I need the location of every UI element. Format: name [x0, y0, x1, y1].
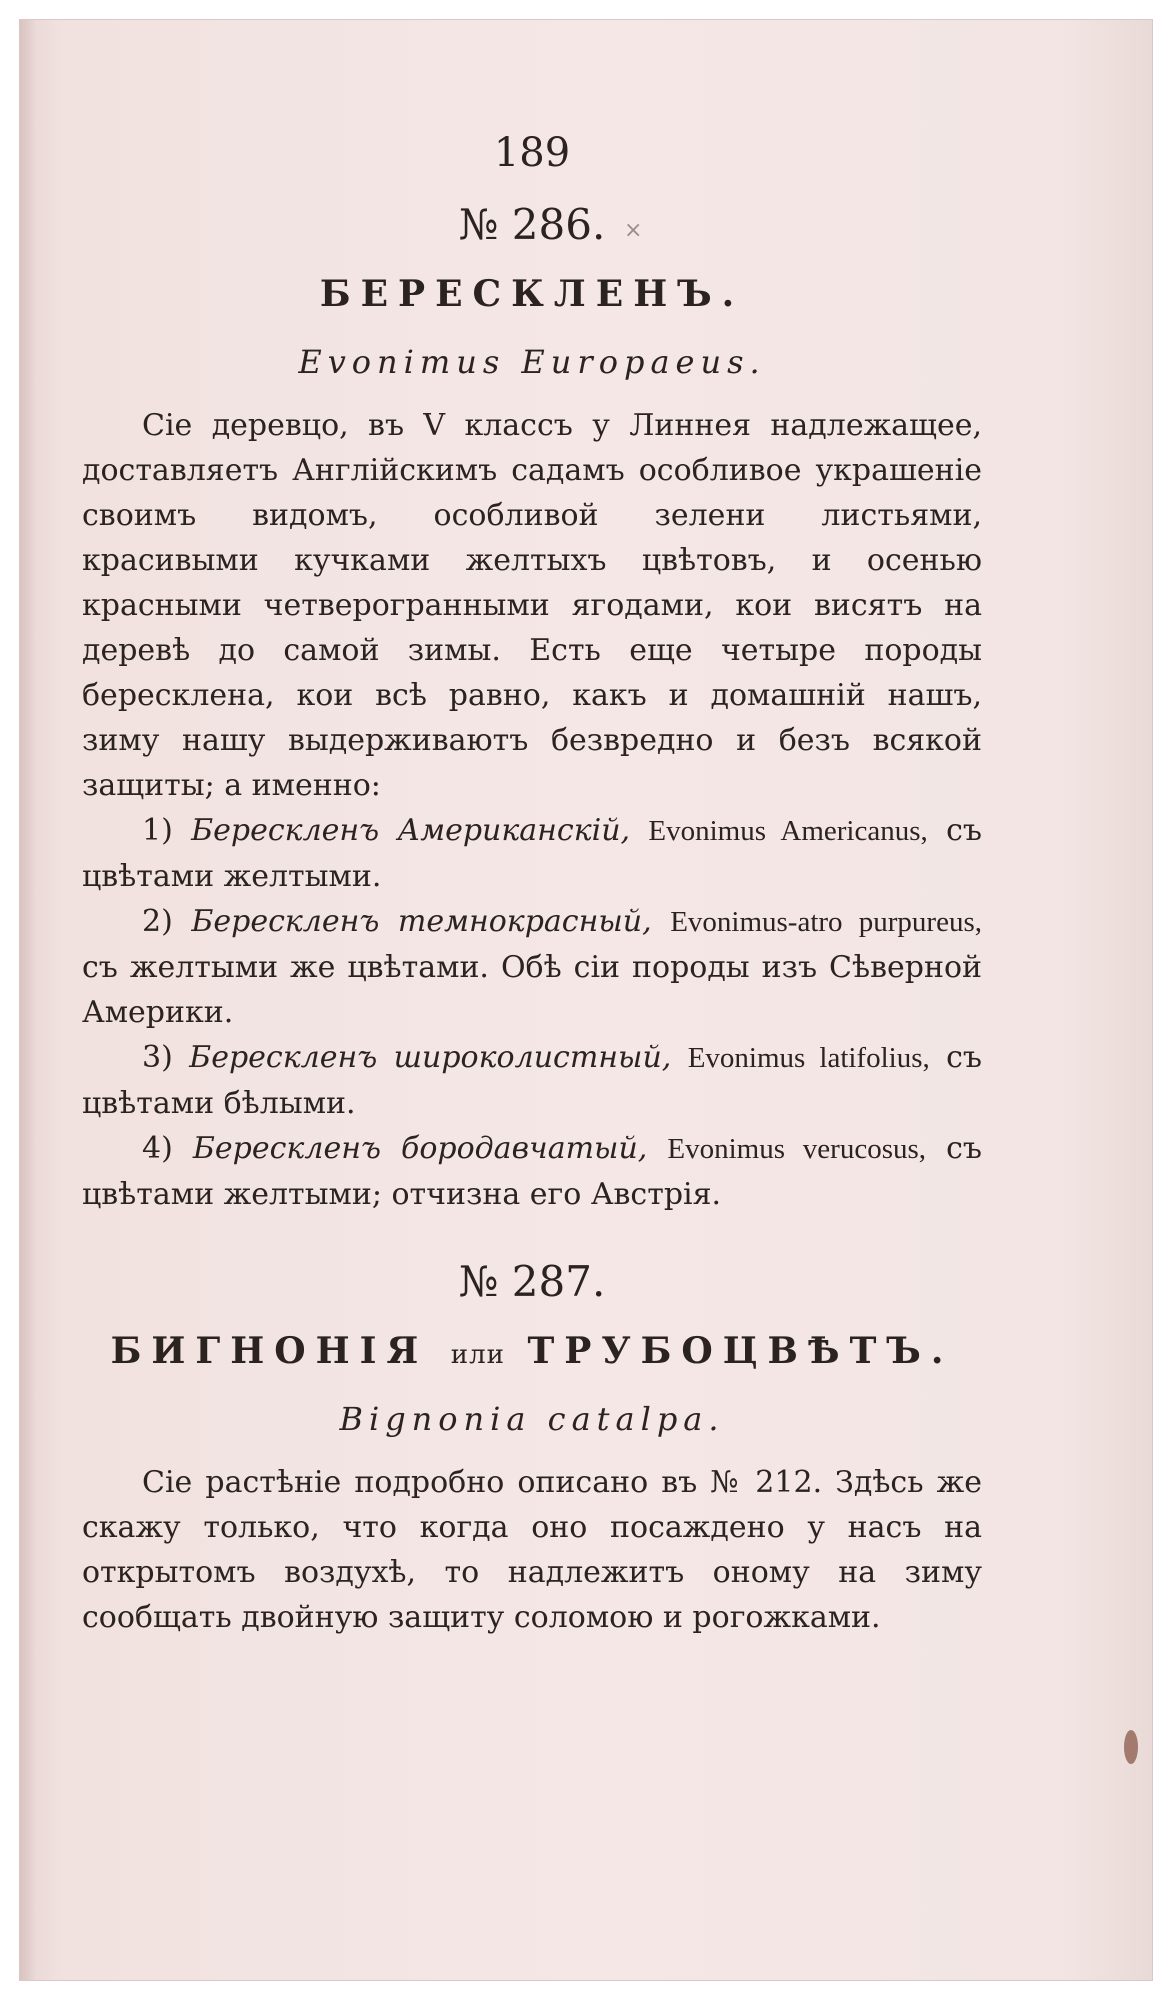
item-russian-name: Берескленъ бородавчатый, — [192, 1131, 648, 1166]
title-conjunction: или — [450, 1340, 505, 1370]
item-russian-name: Берескленъ темнокрасный, — [191, 904, 652, 939]
item-latin-name: Evonimus Americanus, — [648, 815, 928, 847]
item-latin-name: Evonimus latifolius, — [687, 1042, 930, 1074]
entry-paragraph: Сіе деревцо, въ V классъ у Линнея надлежащее, доставляетъ Англійскимъ садамъ особливое украшеніе своимъ видомъ, особливой зелени листьями, красивыми кучками желтыхъ цвѣтовъ, и осенью красными четверогранными ягодами, кои висятъ на деревѣ до самой зимы. Есть еще четыре породы бересклена, кои всѣ равно, какъ и домашній нашъ, зиму нашу выдерживаютъ безвредно и безъ всякой защиты; а именно: — [82, 408, 982, 803]
variety-item — [82, 1126, 982, 1217]
entry-title — [82, 1330, 982, 1372]
item-russian-name: Берескленъ широколистный, — [189, 1040, 672, 1075]
entry-paragraph: Сіе растѣніе подробно описано въ № 212. Здѣсь же скажу только, что когда оно посаждено у насъ на открытомъ воздухѣ, то надлежитъ оному на зиму сообщать двойную защиту соломою и рогожками. — [82, 1465, 982, 1635]
variety-item — [82, 1035, 982, 1126]
page-content — [82, 130, 982, 1640]
pencil-mark: × — [624, 218, 643, 243]
item-latin-name: Evonimus verucosus, — [667, 1133, 927, 1165]
latin-name: Evonimus Europaeus. — [298, 343, 766, 381]
title-part-b: ТРУБОЦВѢТЪ. — [527, 1330, 954, 1372]
entry-number: № 287. — [458, 1257, 606, 1306]
item-description: съ цвѣтами желтыми. — [82, 813, 982, 894]
page-gutter-edge — [20, 20, 36, 1980]
item-number: 3) — [142, 1040, 173, 1075]
page-number: 189 — [493, 130, 571, 176]
entry-number: № 286. — [458, 200, 606, 249]
variety-item — [82, 808, 982, 899]
item-description: съ желтыми же цвѣтами. Обѣ сіи породы изъ Сѣверной Америки. — [82, 950, 982, 1030]
paper-stain — [1124, 1730, 1138, 1764]
item-number: 1) — [142, 813, 173, 848]
item-latin-name: Evonimus-atro purpureus, — [670, 906, 982, 938]
item-description: съ цвѣтами бѣлыми. — [82, 1040, 983, 1121]
item-number: 2) — [142, 904, 173, 939]
item-number: 4) — [142, 1131, 173, 1166]
variety-item — [82, 899, 982, 1035]
item-description: съ цвѣтами желтыми; отчизна его Австрія. — [82, 1131, 982, 1212]
book-page — [20, 20, 1152, 1980]
entry-title: БЕРЕСКЛЕНЪ. — [319, 273, 745, 315]
latin-name: Bignonia catalpa. — [339, 1400, 725, 1438]
title-part-a: БИГНОНІЯ — [110, 1330, 429, 1372]
item-russian-name: Берескленъ Американскій, — [191, 813, 631, 848]
